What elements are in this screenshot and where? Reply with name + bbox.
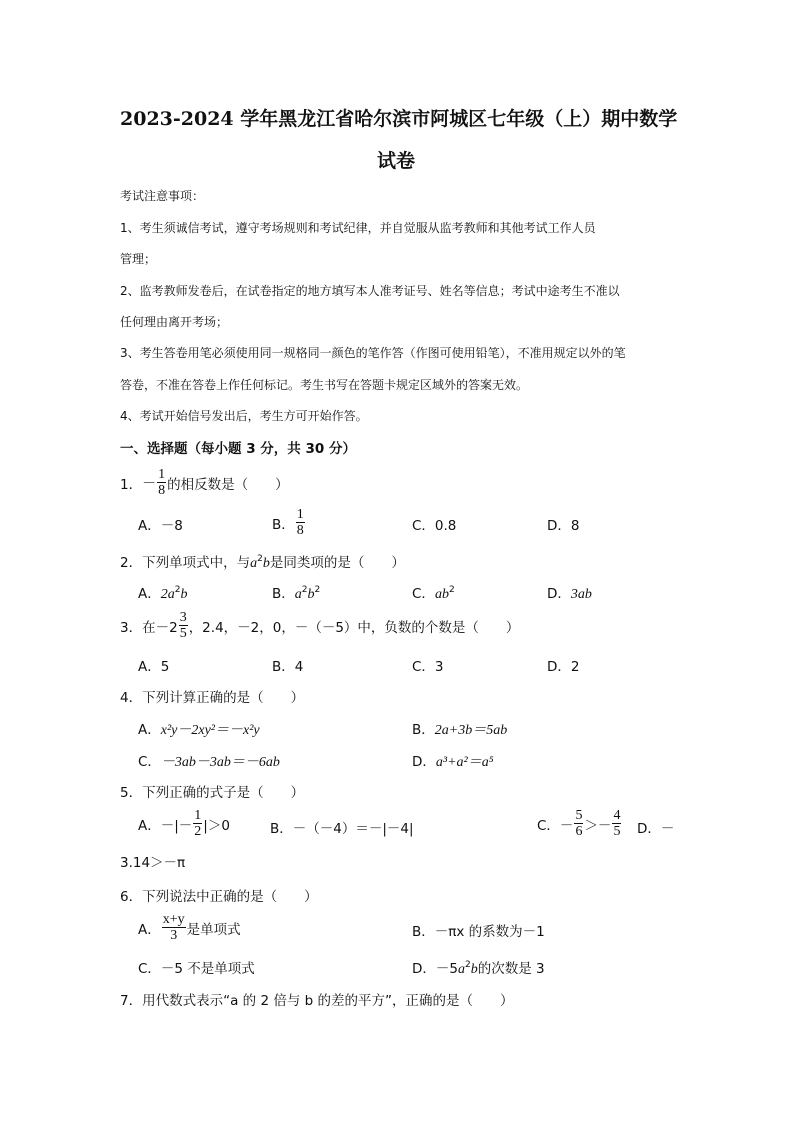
option-b[interactable]: B．4 xyxy=(272,659,304,675)
notice-line: 4、考试开始信号发出后，考生方可开始作答。 xyxy=(120,409,368,423)
option-d[interactable]: D．$-5a^2b$的次数是 3 xyxy=(412,960,545,977)
option-d[interactable]: D．2 xyxy=(547,659,580,675)
option-d[interactable]: D．8 xyxy=(547,518,580,534)
option-a[interactable]: A．－8 xyxy=(138,518,183,534)
question-5-stem: 5．下列正确的式子是（ ） xyxy=(120,785,305,801)
notice-heading: 考试注意事项： xyxy=(120,189,205,203)
option-b[interactable]: B．$a^2b^2$ xyxy=(272,585,321,602)
option-a[interactable]: A．x²y－2xy²＝－x²y xyxy=(138,722,260,738)
section-heading: 一、选择题（每小题 3 分，共 30 分） xyxy=(120,441,356,457)
question-4-stem: 4．下列计算正确的是（ ） xyxy=(120,690,305,706)
notice-line: 管理； xyxy=(120,252,157,266)
option-c[interactable]: C．0.8 xyxy=(412,518,457,534)
option-a[interactable]: A．5 xyxy=(138,659,170,675)
option-c[interactable]: C．$ab^2$ xyxy=(412,585,455,602)
option-c[interactable]: C．－3ab－3ab＝－6ab xyxy=(138,754,280,770)
option-c[interactable]: C．－ $\frac{5}{6}$ ＞－ $\frac{4}{5}$ xyxy=(537,808,621,839)
question-2-stem: 2．下列单项式中，与$a^2b$是同类项的是（ ） xyxy=(120,554,405,571)
fraction: $\frac{1}{8}$ xyxy=(158,467,166,498)
option-d[interactable]: D．3ab xyxy=(547,586,592,602)
notice-line: 2、监考教师发卷后，在试卷指定的地方填写本人准考证号、姓名等信息；考试中途考生不准以 xyxy=(120,284,620,298)
option-d[interactable]: D．－ xyxy=(637,821,675,837)
option-b[interactable]: B．－（－4）＝－|－4| xyxy=(270,821,414,837)
notice-line: 任何理由离开考场； xyxy=(120,315,229,329)
option-a[interactable]: A．－|－ $\frac{1}{2}$ |＞0 xyxy=(138,808,230,839)
option-d-cont: 3.14＞－π xyxy=(120,855,186,871)
option-b[interactable]: B． $\frac{1}{8}$ xyxy=(272,507,304,538)
page-title: 2023-2024 学年黑龙江省哈尔滨市阿城区七年级（上）期中数学 xyxy=(120,108,678,130)
option-d[interactable]: D．a³+a²＝a⁵ xyxy=(412,754,494,770)
notice-line: 1、考生须诚信考试，遵守考场规则和考试纪律，并自觉服从监考教师和其他考试工作人员 xyxy=(120,221,596,235)
page-title-cont: 试卷 xyxy=(377,150,416,172)
option-a[interactable]: A． $\frac{x+y}{3}$ 是单项式 xyxy=(138,912,241,943)
notice-line: 答卷，不准在答卷上作任何标记。考生书写在答题卡规定区域外的答案无效。 xyxy=(120,378,529,392)
question-7-stem: 7．用代数式表示“a 的 2 倍与 b 的差的平方”，正确的是（ ） xyxy=(120,993,514,1009)
question-6-stem: 6．下列说法中正确的是（ ） xyxy=(120,889,318,905)
option-a[interactable]: A．$2a^2b$ xyxy=(138,585,188,602)
option-b[interactable]: B．－πx 的系数为－1 xyxy=(412,924,545,940)
option-c[interactable]: C．3 xyxy=(412,659,444,675)
option-b[interactable]: B．2a+3b＝5ab xyxy=(412,722,508,738)
notice-line: 3、考生答卷用笔必须使用同一规格同一颜色的笔作答（作图可使用铅笔），不准用规定以外的笔 xyxy=(120,346,626,360)
question-1-stem: 1． － $\frac{1}{8}$ 的相反数是（ ） xyxy=(120,467,289,498)
option-c[interactable]: C．－5 不是单项式 xyxy=(138,961,255,977)
question-3-stem: 3． 在－2 $\frac{3}{5}$ ，2.4，－2，0，－（－5）中，负数的个数是（ ） xyxy=(120,610,520,641)
